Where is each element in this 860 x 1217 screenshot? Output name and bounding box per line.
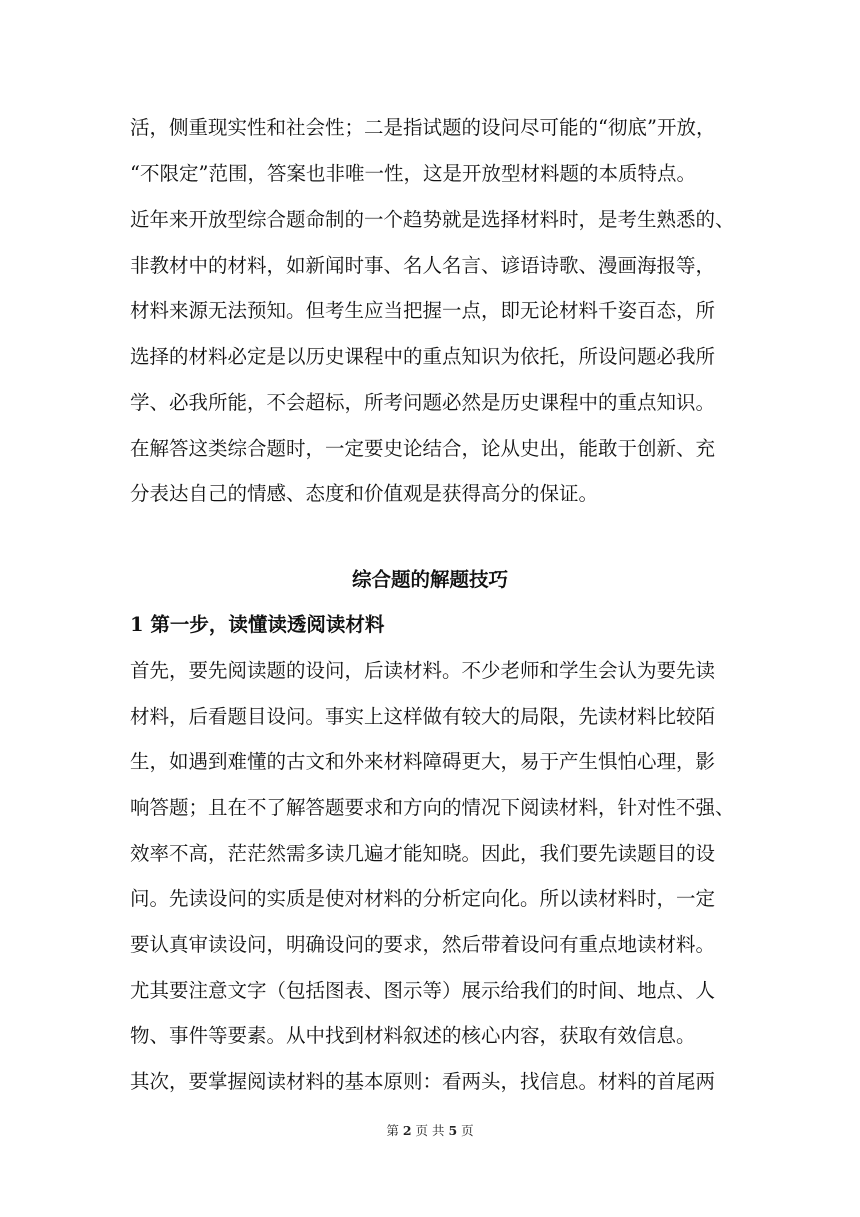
paragraph2-line: 首先，要先阅读题的设问，后读材料。不少老师和学生会认为要先读	[130, 659, 716, 682]
paragraph1-line: 活，侧重现实性和社会性；二是指试题的设问尽可能的“彻底”开放，	[130, 116, 716, 139]
paragraph2-line: 效率不高，茫茫然需多读几遍才能知晓。因此，我们要先读题目的设	[130, 842, 716, 865]
paragraph1-line: 在解答这类综合题时，一定要史论结合，论从史出，能敢于创新、充	[130, 437, 716, 460]
current-page-number: 2	[402, 1123, 412, 1138]
paragraph2-line: 材料，后看题目设问。事实上这样做有较大的局限，先读材料比较陌	[130, 705, 716, 728]
footer-prefix: 第	[386, 1123, 399, 1138]
paragraph2-line: 物、事件等要素。从中找到材料叙述的核心内容，获取有效信息。	[130, 1024, 696, 1047]
total-page-count: 5	[448, 1123, 458, 1138]
paragraph1-line: 选择的材料必定是以历史课程中的重点知识为依托，所设问题必我所	[130, 345, 716, 368]
paragraph2-line: 问。先读设问的实质是使对材料的分析定向化。所以读材料时，一定	[130, 887, 716, 910]
page-number-footer	[0, 1122, 860, 1140]
section-title: 综合题的解题技巧	[351, 568, 508, 591]
paragraph2-line: 响答题；且在不了解答题要求和方向的情况下阅读材料，针对性不强、	[130, 796, 735, 819]
footer-suffix: 页	[461, 1123, 474, 1138]
paragraph1-line: 分表达自己的情感、态度和价值观是获得高分的保证。	[130, 482, 599, 505]
footer-middle: 页 共	[415, 1123, 445, 1138]
paragraph1-line: 非教材中的材料，如新闻时事、名人名言、谚语诗歌、漫画海报等，	[130, 254, 716, 277]
paragraph1-line: 学、必我所能，不会超标，所考问题必然是历史课程中的重点知识。	[130, 391, 716, 414]
paragraph1-line: “不限定”范围，答案也非唯一性，这是开放型材料题的本质特点。	[130, 162, 696, 185]
step1-heading: 1 第一步，读懂读透阅读材料	[130, 613, 385, 636]
paragraph1-line: 材料来源无法预知。但考生应当把握一点，即无论材料千姿百态，所	[130, 299, 716, 322]
paragraph2-line: 尤其要注意文字（包括图表、图示等）展示给我们的时间、地点、人	[130, 979, 716, 1002]
paragraph2-line: 生，如遇到难懂的古文和外来材料障碍更大，易于产生惧怕心理，影	[130, 750, 716, 773]
paragraph2-line: 其次，要掌握阅读材料的基本原则：看两头，找信息。材料的首尾两	[130, 1070, 716, 1093]
paragraph1-line: 近年来开放型综合题命制的一个趋势就是选择材料时，是考生熟悉的、	[130, 208, 735, 231]
paragraph2-line: 要认真审读设问，明确设问的要求，然后带着设问有重点地读材料。	[130, 933, 716, 956]
